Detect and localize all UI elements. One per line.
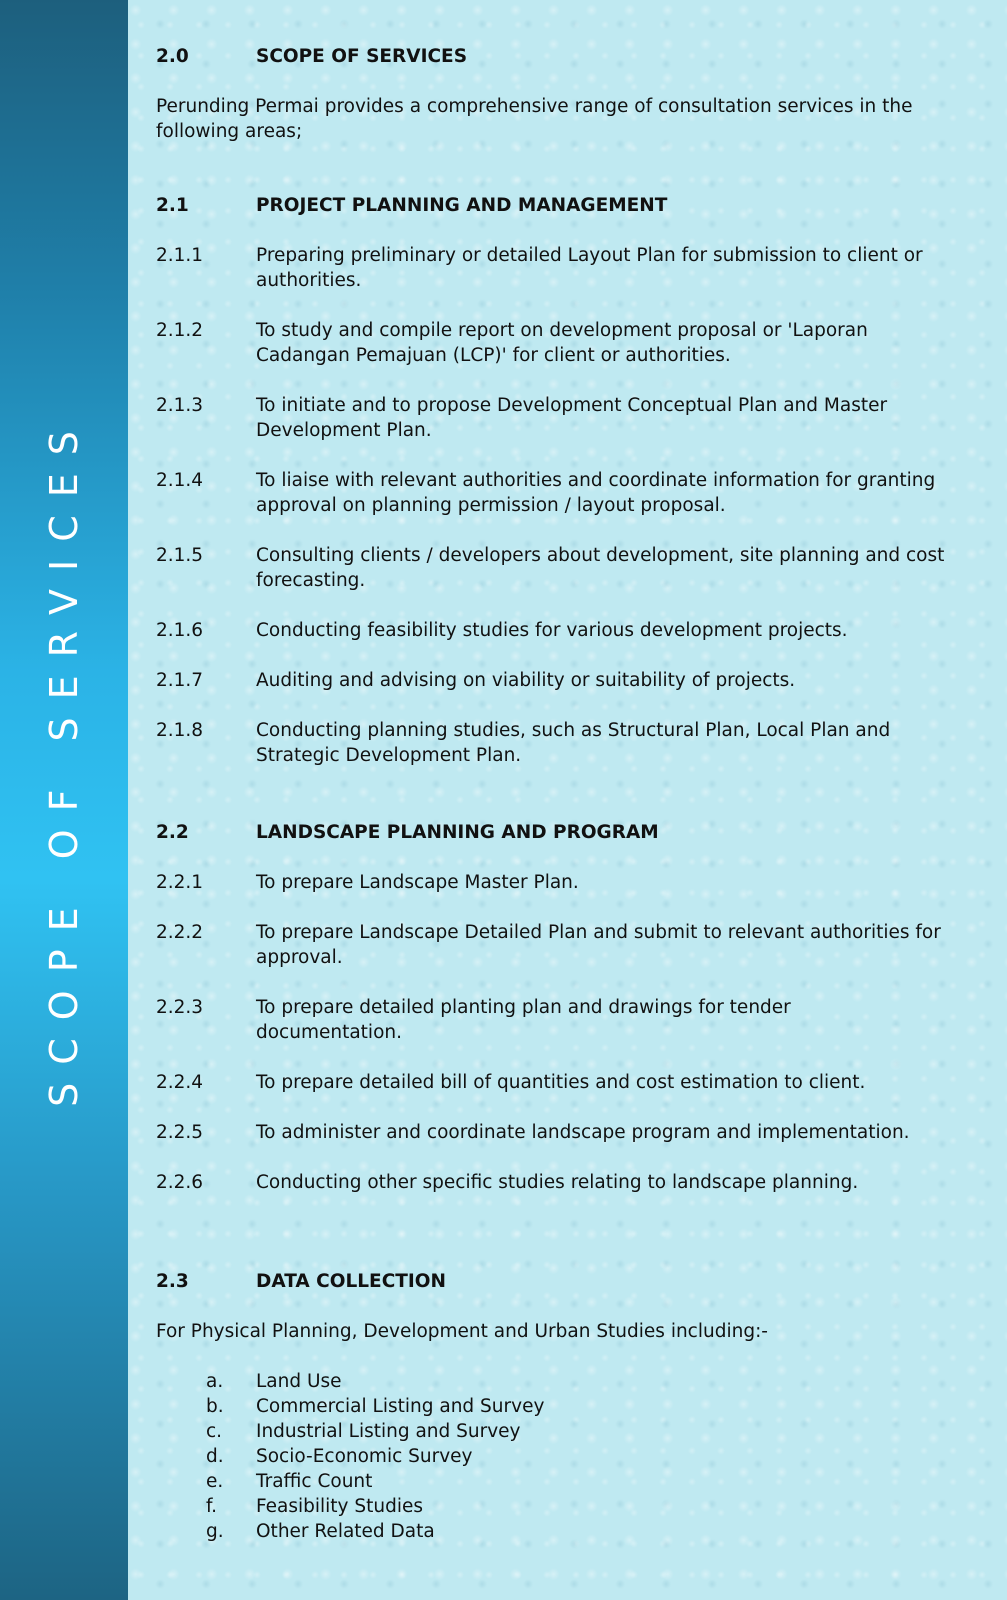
item-number: 2.2.5 [156,1122,204,1143]
item-number: 2.1.1 [156,245,204,266]
item-text: Conducting other specific studies relating to landscape planning. [256,1172,859,1193]
item-text: To study and compile report on development proposal or 'Laporan Cadangan Pemajuan (LCP)' for client or authorities. [256,320,868,366]
item-number: 2.2.4 [156,1072,204,1093]
subsection-number: 2.2 [156,822,189,843]
item-text: Conducting planning studies, such as Structural Plan, Local Plan and Strategic Development Plan. [256,720,891,766]
item-number: 2.2.1 [156,872,204,893]
section-number: 2.0 [156,46,189,67]
list-letter: e. [206,1471,224,1492]
item-text: To liaise with relevant authorities and coordinate information for granting approval on planning permission / layout proposal. [256,470,936,516]
sidebar-title: SCOPE OF SERVICES [42,413,86,1107]
list-item: Traffic Count [256,1471,373,1492]
list-letter: f. [206,1496,218,1517]
list-letter: a. [206,1371,224,1392]
item-text: To prepare Landscape Detailed Plan and submit to relevant authorities for approval. [256,922,941,968]
item-number: 2.1.6 [156,620,204,641]
item-number: 2.2.6 [156,1172,204,1193]
item-text: To initiate and to propose Development Conceptual Plan and Master Development Plan. [256,395,888,441]
item-text: To administer and coordinate landscape program and implementation. [256,1122,910,1143]
list-letter: b. [206,1396,224,1417]
list-letter: g. [206,1521,224,1542]
list-item: Industrial Listing and Survey [256,1421,521,1442]
item-number: 2.2.2 [156,922,204,943]
list-item: Feasibility Studies [256,1496,423,1517]
item-number: 2.1.7 [156,670,204,691]
sidebar [0,0,128,1600]
subsection-number: 2.1 [156,195,189,216]
list-item: Other Related Data [256,1521,435,1542]
intro-paragraph: Perunding Permai provides a comprehensive range of consultation services in the following areas; [156,96,913,142]
item-text: To prepare detailed planting plan and drawings for tender documentation. [256,997,791,1043]
item-text: To prepare Landscape Master Plan. [256,872,579,893]
item-number: 2.1.2 [156,320,204,341]
item-text: Consulting clients / developers about development, site planning and cost forecasting. [256,545,945,591]
subsection-title: LANDSCAPE PLANNING AND PROGRAM [256,822,659,843]
item-number: 2.1.8 [156,720,204,741]
content-area [128,0,1007,1600]
subsection-title: DATA COLLECTION [256,1271,446,1292]
data-collection-intro: For Physical Planning, Development and Urban Studies including:- [156,1321,768,1342]
list-item: Commercial Listing and Survey [256,1396,545,1417]
subsection-number: 2.3 [156,1271,189,1292]
item-text: Preparing preliminary or detailed Layout Plan for submission to client or authorities. [256,245,923,291]
item-text: Auditing and advising on viability or suitability of projects. [256,670,796,691]
item-text: To prepare detailed bill of quantities and cost estimation to client. [256,1072,866,1093]
list-letter: c. [206,1421,223,1442]
item-number: 2.1.5 [156,545,204,566]
item-number: 2.1.4 [156,470,204,491]
section-title: SCOPE OF SERVICES [256,46,468,67]
list-item: Socio-Economic Survey [256,1446,473,1467]
subsection-title: PROJECT PLANNING AND MANAGEMENT [256,195,668,216]
list-item: Land Use [256,1371,342,1392]
item-text: Conducting feasibility studies for various development projects. [256,620,848,641]
item-number: 2.1.3 [156,395,204,416]
item-number: 2.2.3 [156,997,204,1018]
list-letter: d. [206,1446,224,1467]
